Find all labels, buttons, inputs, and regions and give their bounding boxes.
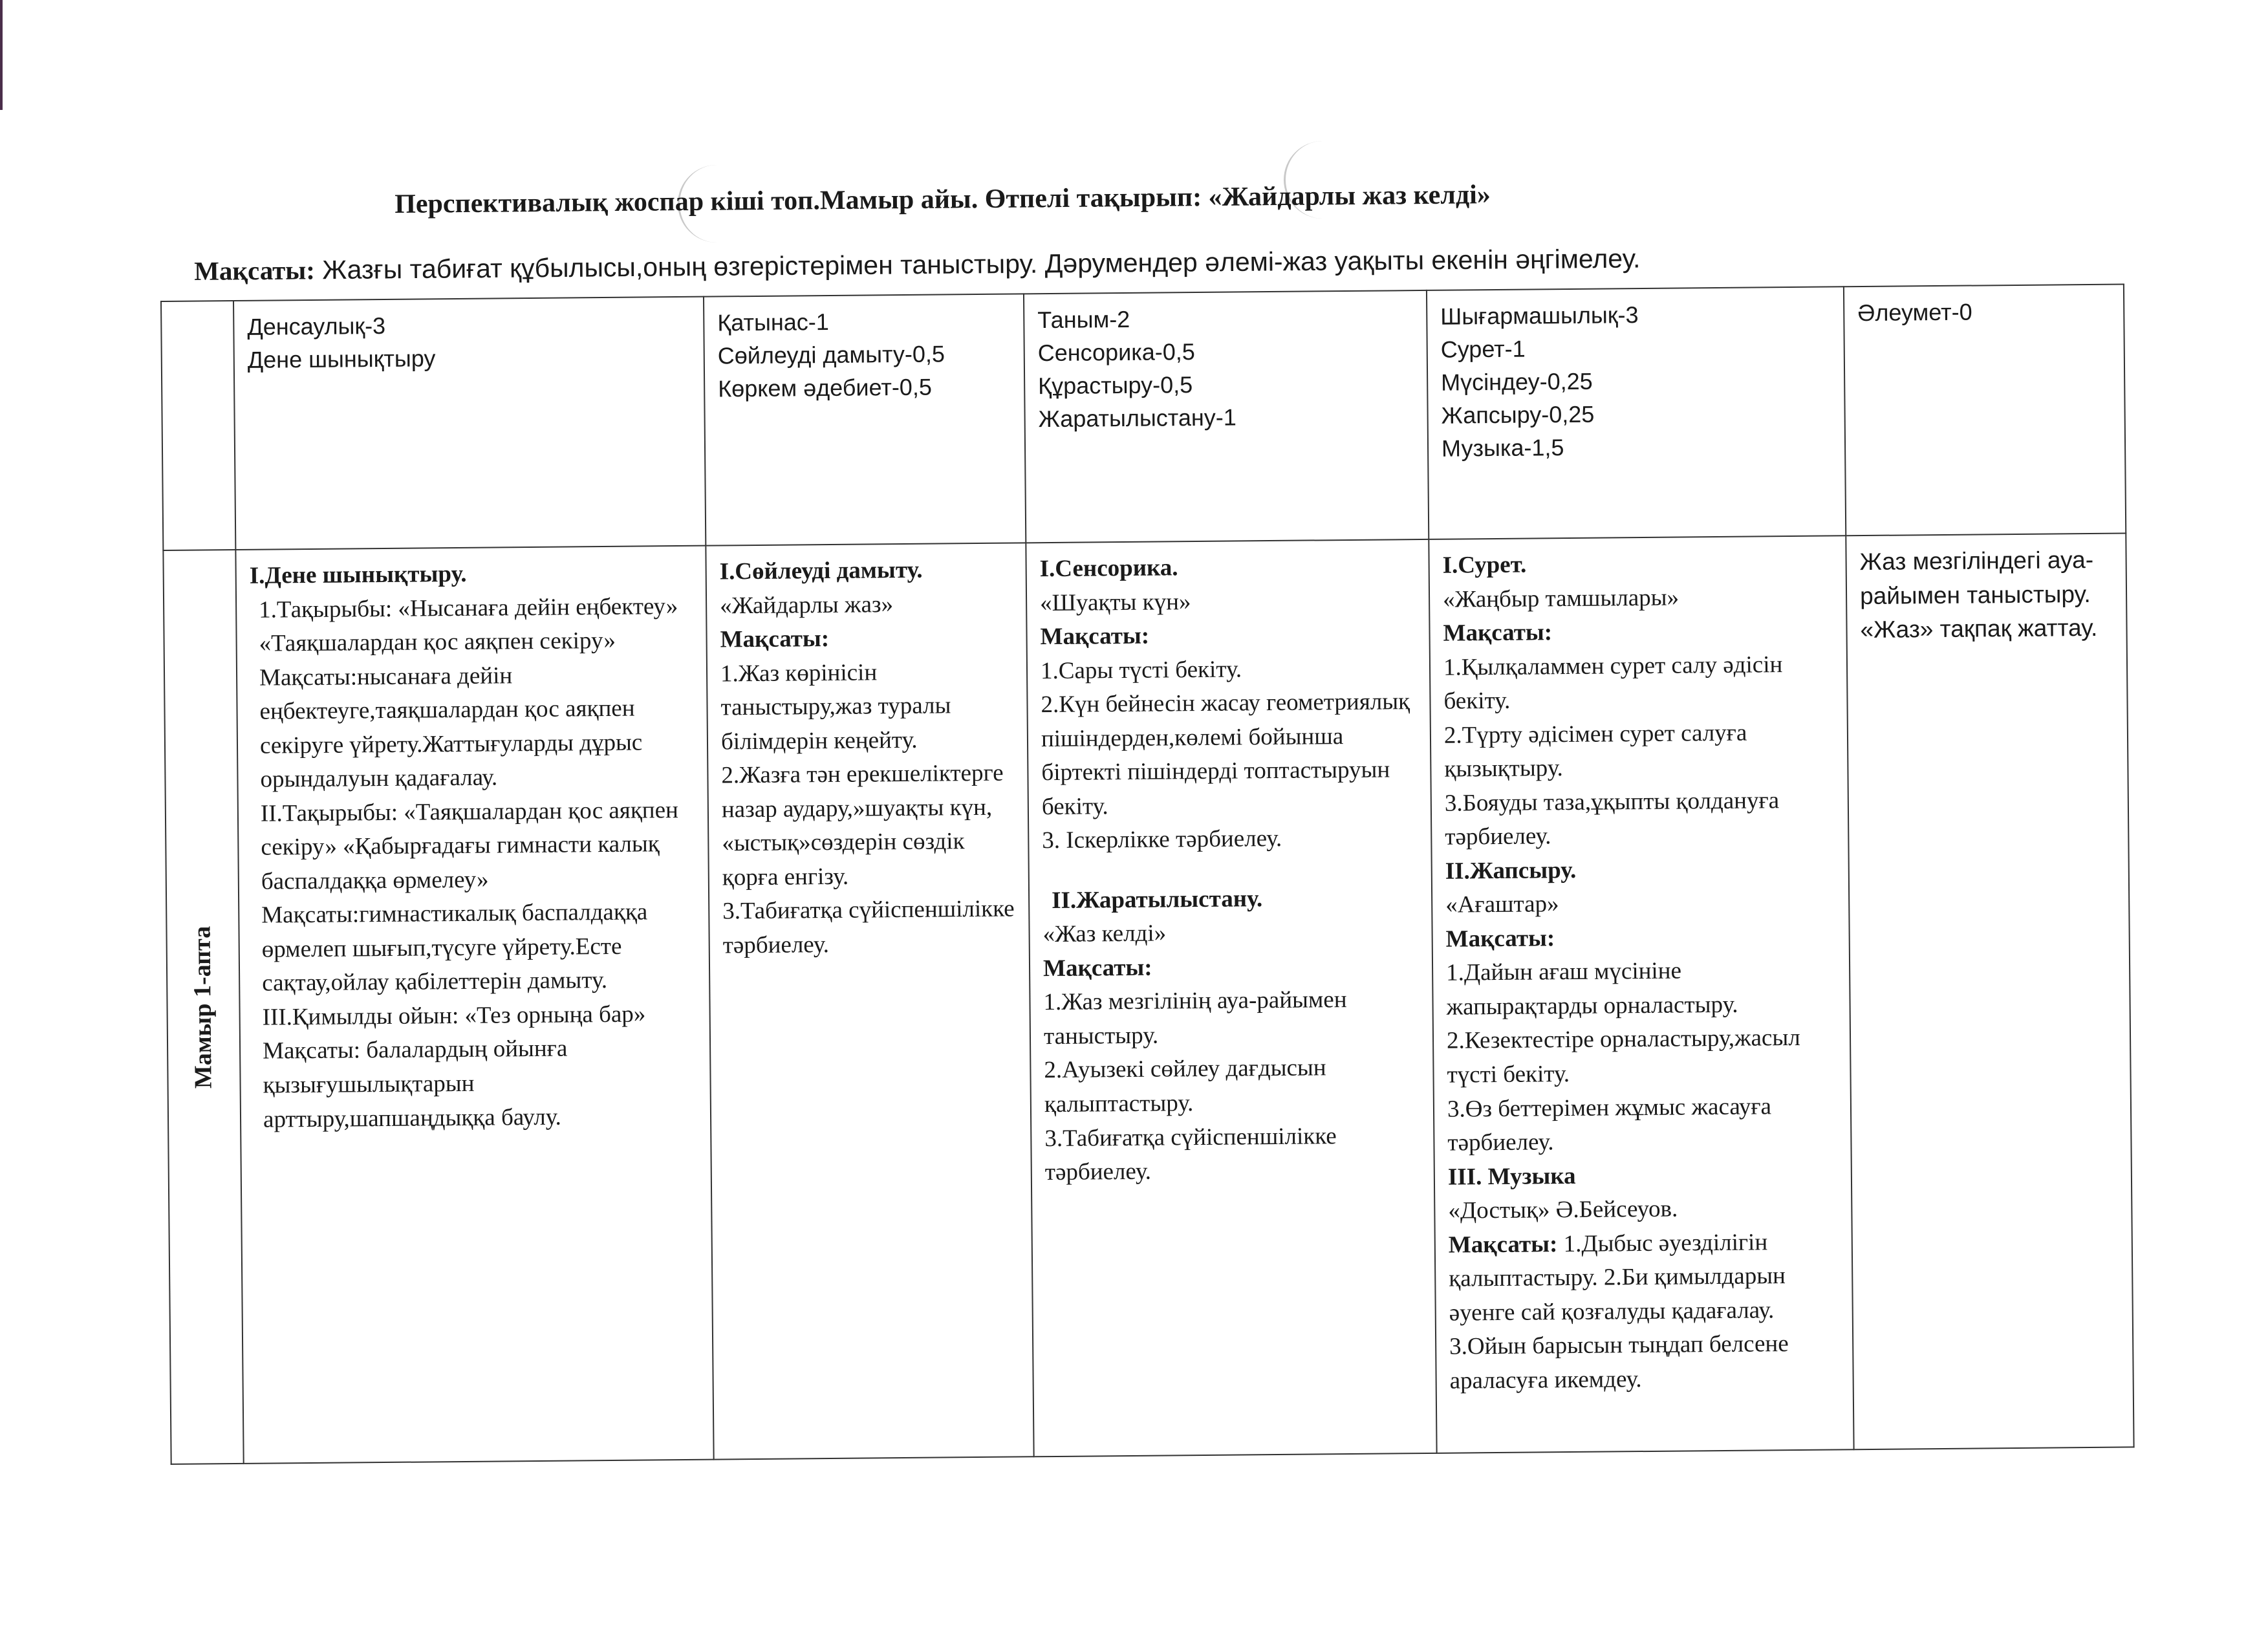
- header-line: Қатынас-1: [717, 308, 829, 336]
- cell-line: 1.Қылқаламмен сурет салу әдісін бекіту.: [1443, 651, 1783, 715]
- cell-line: Мақсаты:: [1443, 619, 1553, 647]
- header-cognition: [1024, 290, 1429, 543]
- document-title: Перспективалық жоспар кіші топ.Мамыр айы. Өтпелі тақырып: «Жайдарлы жаз келді»: [394, 180, 1491, 219]
- cell-line: «Достық» Ә.Бейсеуов.: [1448, 1195, 1678, 1224]
- cell-line: ІІ.Жаратылыстану.: [1051, 885, 1263, 914]
- cell-text: 1.Дыбыс әуезділігін қалыптастыру. 2.Би қимылдарын әуенге сай қозғалуды қадағалау. 3.Ойын барысын тыңдап белсене араласуға икемдеу.: [1449, 1228, 1789, 1394]
- header-line: Дене шынықтыру: [247, 345, 436, 373]
- cell-line: І.Сурет.: [1442, 551, 1527, 579]
- cell-line: 2.Күн бейнесін жасау геометриялық пішіндерден,көлемі бойынша біртекті пішіндерді топтастыруын бекіту.: [1041, 688, 1410, 820]
- cell-line: ІІІ.Қимылды ойын: «Тез орныңа бар»: [262, 1001, 646, 1031]
- cell-line: 3.Өз беттерімен жұмыс жасауға тәрбиелеу.: [1447, 1092, 1772, 1156]
- header-line: Жаратылыстану-1: [1038, 404, 1237, 433]
- cell-line: «Жаз келді»: [1042, 920, 1167, 948]
- cell-line: «Ағаштар»: [1445, 891, 1559, 919]
- cell-line: Мақсаты:гимнастикалық баспалдаққа өрмелеп шығып,түсуге үйрету.Есте сақтау,ойлау қабілеттерін дамыту.: [261, 898, 648, 997]
- cell-line: 1.Жаз мезгілінің ауа-райымен таныстыру.: [1043, 986, 1347, 1050]
- header-creativity: [1427, 287, 1846, 539]
- cell-line: «Шуақты күн»: [1039, 588, 1191, 616]
- week-cell: [163, 550, 243, 1464]
- week-label: Мамыр 1-апта: [188, 926, 217, 1088]
- header-line: Әлеумет-0: [1857, 298, 1972, 327]
- header-line: Шығармашылық-3: [1440, 301, 1639, 330]
- cell-line: Мақсаты:: [1042, 954, 1152, 982]
- header-row: [161, 285, 2126, 550]
- cell-line: ІІІ. Музыка: [1447, 1162, 1576, 1191]
- cell-line: «Жаз» тақпақ жаттау.: [1860, 614, 2098, 644]
- cell-line: Мақсаты:: [720, 625, 830, 653]
- cell-line: 1.Сары түсті бекіту.: [1040, 656, 1242, 684]
- cell-line: 3.Табиғатқа сүйіспеншілікке тәрбиелеу.: [1044, 1122, 1337, 1186]
- cell-line: 3. Іскерлікке тәрбиелеу.: [1042, 825, 1282, 854]
- cell-line: 2.Түрту әдісімен сурет салуға қызықтыру.: [1443, 719, 1747, 783]
- goal-label: Мақсаты:: [194, 255, 316, 286]
- header-line: Таным-2: [1037, 305, 1130, 334]
- cell-line: ІІ.Жапсыру.: [1445, 856, 1577, 885]
- cell-line: 2.Ауызекі сөйлеу дағдысын қалыптастыру.: [1044, 1054, 1326, 1118]
- cell-line: 3.Табиғатқа сүйіспеншілікке тәрбиелеу.: [722, 895, 1015, 959]
- week-row: [163, 533, 2133, 1464]
- cell-line: 1.Тақырыбы: «Нысанаға дейін еңбектеу» «Таяқшалардан қос аяқпен секіру»: [258, 592, 678, 657]
- header-line: Сөйлеуді дамыту-0,5: [717, 340, 945, 369]
- header-line: Жапсыру-0,25: [1441, 400, 1595, 429]
- cell-line: 1.Дайын ағаш мүсініне жапырақтарды орналастыру.: [1445, 957, 1738, 1021]
- cell-social: [1846, 533, 2133, 1449]
- cell-line: Мақсаты:: [1040, 622, 1150, 651]
- header-communication: [704, 294, 1026, 545]
- scan-edge: [0, 0, 3, 110]
- cell-line: І.Сенсорика.: [1039, 554, 1178, 583]
- cell-line: І.Сөйлеуді дамыту.: [719, 556, 923, 585]
- header-line: Мүсіндеу-0,25: [1441, 367, 1593, 396]
- cell-line: 2.Жазға тән ерекшеліктерге назар аудару,»шуақты күн, «ыстық»сөздерін сөздік қорға енгізу.: [721, 759, 1004, 891]
- cell-creativity: [1429, 536, 1853, 1453]
- cell-line: Мақсаты:: [1445, 925, 1555, 953]
- document-goal: [194, 241, 1875, 287]
- cell-line: 3.Бояуды таза,ұқыпты қолдануға тәрбиелеу.: [1444, 786, 1780, 850]
- cell-communication: [706, 543, 1033, 1459]
- header-health: [233, 297, 706, 550]
- spacer: [1042, 855, 1418, 884]
- header-line: Сурет-1: [1440, 335, 1526, 363]
- cell-line: Мақсаты: балалардың ойынға қызығушылықтарын арттыру,шапшаңдыққа баулу.: [262, 1035, 568, 1133]
- header-social: [1844, 285, 2126, 536]
- cell-line: «Жайдарлы жаз»: [719, 590, 894, 619]
- goal-text: Жазғы табиғат құбылысы,оның өзгерістерімен таныстыру. Дәрумендер әлемі-жаз уақыты екенін әңгімелеу.: [314, 243, 1641, 285]
- header-line: Денсаулық-3: [247, 312, 386, 340]
- cell-line: І.Дене шынықтыру.: [249, 560, 467, 589]
- header-line: Көркем әдебиет-0,5: [718, 373, 933, 402]
- cell-line: 2.Кезектестіре орналастыру,жасыл түсті бекіту.: [1446, 1024, 1800, 1088]
- cell-line: ІІ.Тақырыбы: «Таяқшалардан қос аяқпен секіру» «Қабырғадағы гимнасти калық баспалдаққа өрмелеу»: [260, 796, 679, 895]
- header-line: Музыка-1,5: [1441, 434, 1564, 462]
- header-line: Сенсорика-0,5: [1037, 338, 1195, 367]
- cell-line: 1.Жаз көрінісін таныстыру,жаз туралы білімдерін кеңейту.: [720, 658, 951, 755]
- cell-line: Мақсаты:нысанаға дейін еңбектеуге,таяқшалардан қос аяқпен секіруге үйрету.Жаттығуларды дұрыс орындалуын қадағалау.: [259, 662, 643, 793]
- cell-health: [235, 546, 713, 1464]
- cell-cognition: [1026, 539, 1436, 1456]
- plan-table: [160, 283, 2135, 1464]
- cell-line: Жаз мезгіліндегі ауа-райымен таныстыру.: [1859, 546, 2094, 609]
- header-corner: [161, 301, 235, 550]
- goal-label: Мақсаты:: [1448, 1230, 1558, 1259]
- cell-line: «Жаңбыр тамшылары»: [1442, 584, 1679, 613]
- cell-line: [1449, 1225, 1840, 1398]
- plan-table-wrapper: [160, 284, 2133, 1465]
- header-line: Құрастыру-0,5: [1038, 371, 1193, 400]
